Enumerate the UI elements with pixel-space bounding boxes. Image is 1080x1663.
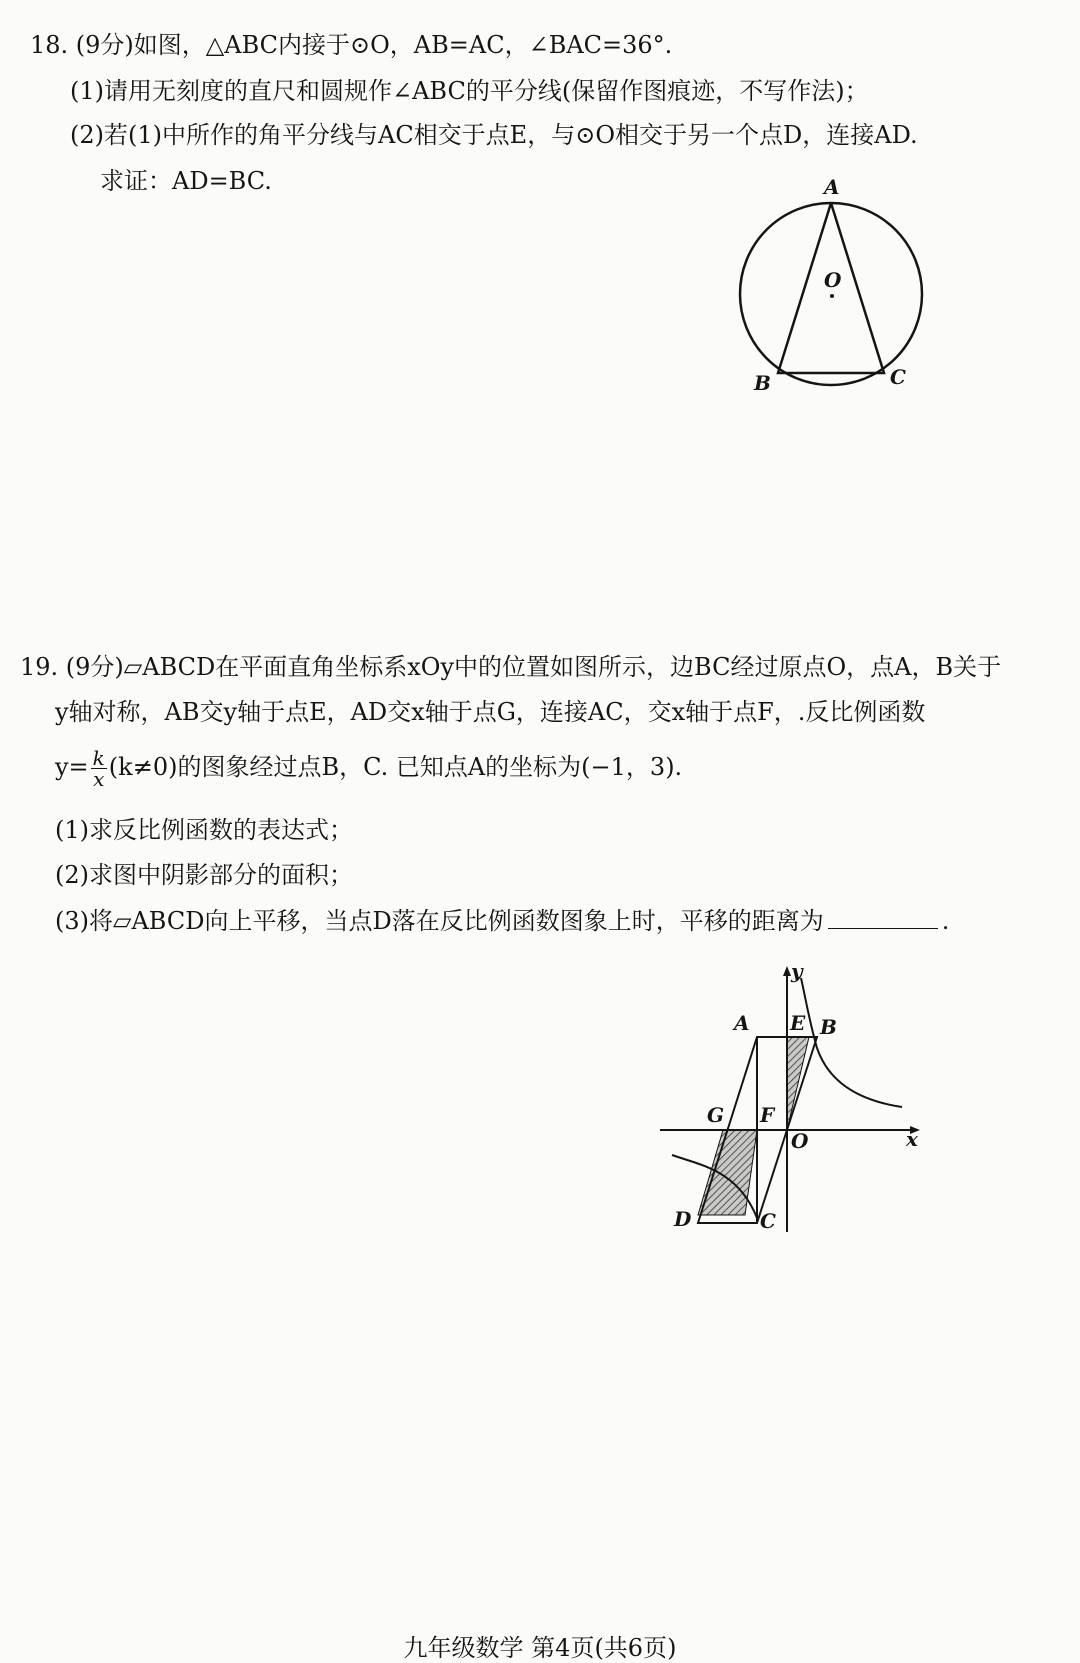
part3-text: (3)将▱ABCD向上平移，当点D落在反比例函数图象上时，平移的距离为 (55, 907, 824, 935)
label-a: A (734, 1011, 750, 1035)
q19-coordinate-figure (650, 960, 950, 1250)
q18-part1: (1)请用无刻度的直尺和圆规作∠ABC的平分线(保留作图痕迹，不写作法)； (70, 77, 869, 105)
label-f: F (760, 1103, 775, 1127)
label-b: B (820, 1015, 837, 1039)
function-suffix: (k≠0)的图象经过点B，C. 已知点A的坐标为(−1，3). (108, 753, 683, 781)
page-footer: 九年级数学 第4页(共6页) (403, 1634, 677, 1662)
q19-part2: (2)求图中阴影部分的面积； (55, 861, 353, 889)
label-o: O (791, 1129, 809, 1153)
circumcircle (740, 203, 922, 385)
label-c: C (890, 365, 906, 389)
label-y: y (791, 959, 803, 983)
label-b: B (754, 371, 771, 395)
q19-line3 (55, 748, 682, 789)
part3-end: . (941, 907, 950, 935)
fraction-numerator: k (92, 746, 105, 770)
function-prefix: y= (55, 753, 89, 781)
y-axis-arrow (783, 966, 791, 976)
fraction-k-over-x (91, 748, 107, 789)
label-d: D (674, 1207, 692, 1231)
answer-blank (828, 906, 938, 929)
label-e: E (790, 1011, 806, 1035)
label-c: C (760, 1209, 776, 1233)
q18-circle-figure (720, 170, 950, 410)
label-g: G (707, 1103, 725, 1127)
q19-part1: (1)求反比例函数的表达式； (55, 816, 353, 844)
q19-line2: y轴对称，AB交y轴于点E，AD交x轴于点G，连接AC，交x轴于点F，.反比例函数 (55, 698, 926, 726)
q18-title: 18. (9分)如图，△ABC内接于⊙O，AB=AC，∠BAC=36°. (30, 31, 673, 59)
q18-prove: 求证：AD=BC. (100, 167, 272, 195)
center-o-point (830, 294, 834, 298)
label-a: A (824, 175, 840, 199)
shaded-region-upper (787, 1037, 809, 1130)
q19-part3 (55, 906, 949, 936)
fraction-denominator: x (93, 767, 105, 791)
label-x: x (906, 1127, 918, 1151)
label-o: O (824, 268, 842, 292)
q19-title: 19. (9分)▱ABCD在平面直角坐标系xOy中的位置如图所示，边BC经过原点O，点A，B关于 (20, 653, 1002, 681)
q18-part2: (2)若(1)中所作的角平分线与AC相交于点E，与⊙O相交于另一个点D，连接AD. (70, 121, 918, 149)
